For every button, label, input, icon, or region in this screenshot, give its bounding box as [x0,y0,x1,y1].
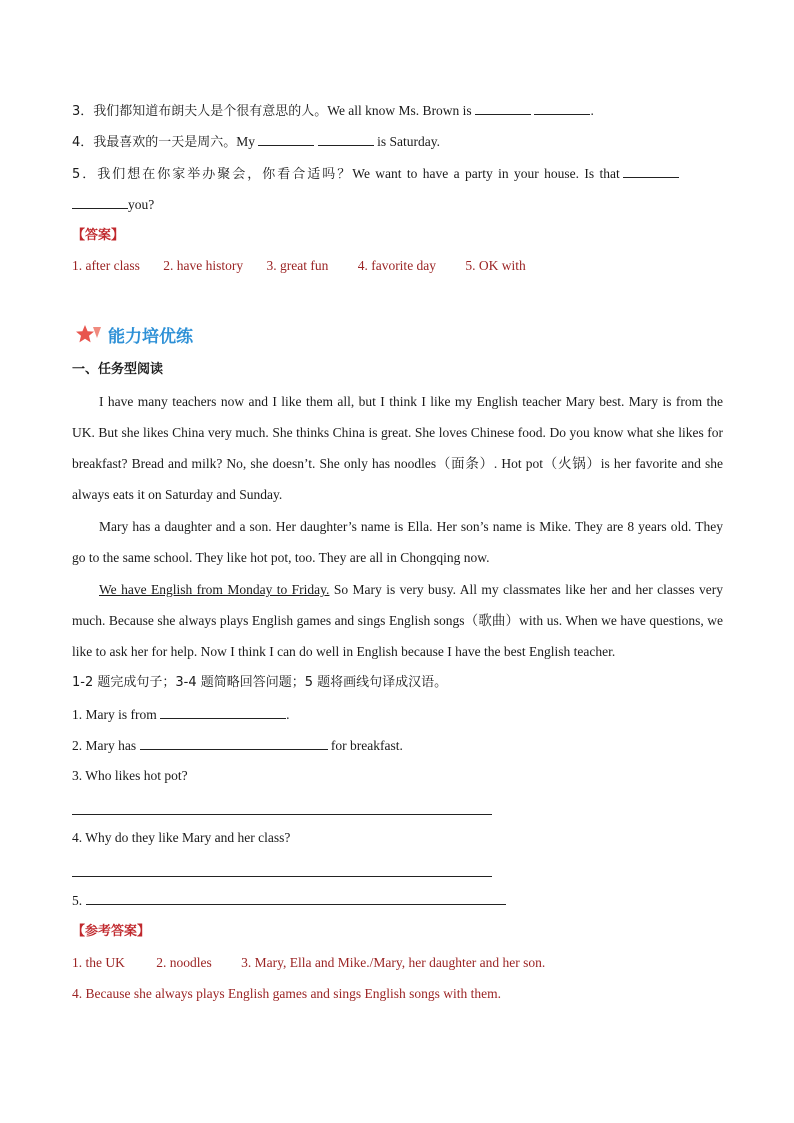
reference-answer-4: 4. Because she always plays English games and sings English songs with them. [72,986,501,1001]
question-5-english: We want to have a party in your house. Is that [352,166,620,181]
blank[interactable] [534,100,590,115]
reading-question-2 [72,735,403,756]
question-text: 5. [72,893,83,908]
passage-paragraph-1 [72,386,723,510]
question-3-end: . [590,103,594,118]
answer-item: 5. OK with [465,258,526,273]
question-text: 1. Mary is from [72,707,157,722]
blank[interactable] [72,194,128,209]
instructions: 1-2 题完成句子；3-4 题简略回答问题；5 题将画线句译成汉语。 [72,675,448,690]
reading-question-4: 4. Why do they like Mary and her class? [72,830,291,845]
question-5-chinese: 5．我们想在你家举办聚会，你看合适吗？ [72,167,353,182]
question-4-pre: My [236,134,256,149]
blank[interactable] [475,100,531,115]
section-title-text: 能力培优练 [108,327,193,347]
answer-item: 3. Mary, Ella and Mike./Mary, her daughter and her son. [241,955,546,970]
answer-line[interactable] [72,876,492,877]
question-5 [72,163,723,185]
passage-paragraph-3 [72,574,723,667]
reference-answer-label: 【参考答案】 [72,924,151,939]
star-icon [76,324,102,346]
answer-item: 2. noodles [156,955,212,970]
question-4-post: is Saturday. [377,134,441,149]
answer-item: 2. have history [163,258,244,273]
underlined-sentence: We have English from Monday to Friday. [99,582,330,597]
question-text: 2. Mary has [72,738,137,753]
passage-text: I have many teachers now and I like them all, but I think I like my English teacher Mary best. Mary is from the UK. But she likes China very much. She thinks China is great. She loves Chinese food. Do you know what she likes for breakfast? Bread and milk? No, she doesn’t. She only has noodles（面条）. Hot pot（火锅）is her favorite and she always eats it on Saturday and Sunday. [72,394,723,502]
part-heading: 一、任务型阅读 [72,362,164,377]
question-text: . [286,707,290,722]
answer-line[interactable] [86,890,506,905]
blank[interactable] [318,131,374,146]
question-5-cont [72,194,154,215]
answer-item: 3. great fun [266,258,329,273]
reading-question-5 [72,890,506,911]
blank[interactable] [140,735,328,750]
question-5-post: you? [128,197,155,212]
question-3-chinese: 3．我们都知道布朗夫人是个很有意思的人。 [72,104,328,119]
question-4 [72,131,440,153]
answer-label: 【答案】 [72,228,125,243]
blank[interactable] [160,704,286,719]
passage-paragraph-2 [72,511,723,573]
blank[interactable] [623,163,679,178]
answer-line[interactable] [72,814,492,815]
answer-list [72,256,526,276]
reference-answer-list [72,953,545,973]
reading-question-1 [72,704,290,725]
reading-question-3: 3. Who likes hot pot? [72,768,188,783]
passage-text: Mary has a daughter and a son. Her daughter’s name is Ella. Her son’s name is Mike. They are 8 years old. They go to the same school. They like hot pot, too. They are all in Chongqing now. [72,519,723,565]
question-4-chinese: 4．我最喜欢的一天是周六。 [72,135,237,150]
blank[interactable] [258,131,314,146]
answer-item: 1. after class [72,258,140,273]
question-3-english: We all know Ms. Brown is [327,103,472,118]
answer-item: 4. favorite day [357,258,437,273]
section-title [76,322,193,347]
question-3 [72,100,594,122]
passage-text: So Mary is very busy. All my classmates like her and her classes very much. Because she always plays English games and sings English songs（歌曲）with us. When we have questions, we like to ask her for help. Now I think I can do well in English because I have the best English teacher. [72,582,724,659]
question-text: for breakfast. [330,738,403,753]
answer-item: 1. the UK [72,955,125,970]
